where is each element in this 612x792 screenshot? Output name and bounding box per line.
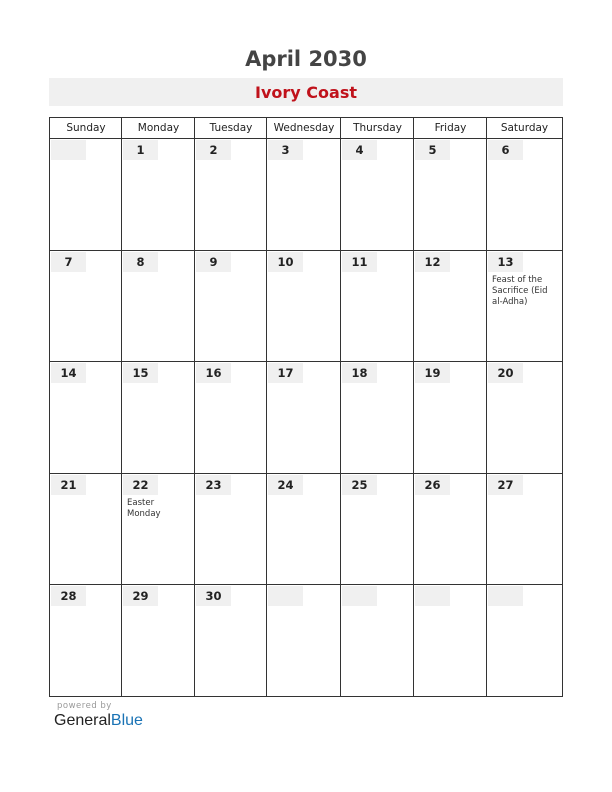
day-number: 24 (277, 478, 294, 492)
day-cell[interactable] (414, 139, 486, 250)
day-number: 16 (205, 366, 222, 380)
day-number: 26 (424, 478, 441, 492)
day-cell[interactable] (195, 139, 266, 250)
day-cell[interactable] (195, 362, 266, 473)
day-number: 13 (497, 255, 514, 269)
weekday-header-monday: Monday (122, 118, 195, 139)
day-number (342, 586, 377, 606)
day-cell[interactable] (50, 585, 121, 695)
day-number: 2 (209, 143, 218, 157)
day-number (488, 586, 523, 606)
day-number: 20 (497, 366, 514, 380)
day-number: 27 (497, 478, 514, 492)
day-cell[interactable] (122, 251, 194, 361)
day-cell[interactable] (267, 362, 340, 473)
day-number: 6 (501, 143, 510, 157)
day-number: 12 (424, 255, 441, 269)
day-cell[interactable] (267, 251, 340, 361)
generalblue-logo[interactable] (54, 712, 143, 730)
day-cell[interactable] (341, 362, 413, 473)
weekday-header-tuesday: Tuesday (195, 118, 267, 139)
day-cell[interactable] (341, 251, 413, 361)
day-cell[interactable] (267, 474, 340, 584)
day-cell[interactable] (122, 139, 194, 250)
day-number: 23 (205, 478, 222, 492)
day-cell[interactable] (487, 585, 561, 695)
weekday-header-friday: Friday (414, 118, 487, 139)
country-banner (49, 78, 563, 106)
day-number: 1 (136, 143, 145, 157)
calendar-title: April 2030 (245, 47, 367, 71)
day-number: 4 (355, 143, 364, 157)
day-number: 15 (132, 366, 149, 380)
holiday-label: Feast of the Sacrifice (Eid al-Adha) (492, 275, 548, 307)
day-cell[interactable] (50, 139, 121, 250)
day-number: 5 (428, 143, 437, 157)
weekday-header-thursday: Thursday (341, 118, 414, 139)
day-number: 11 (351, 255, 368, 269)
calendar-grid (49, 117, 563, 697)
day-cell[interactable] (341, 139, 413, 250)
day-cell[interactable] (50, 362, 121, 473)
day-cell[interactable] (487, 474, 561, 584)
day-cell[interactable] (341, 585, 413, 695)
day-number: 25 (351, 478, 368, 492)
day-number: 28 (60, 589, 77, 603)
day-cell[interactable] (195, 474, 266, 584)
holiday-label: Easter Monday (127, 498, 161, 519)
day-cell[interactable] (267, 585, 340, 695)
day-cell[interactable] (487, 362, 561, 473)
day-cell[interactable] (50, 251, 121, 361)
country-name: Ivory Coast (255, 83, 357, 102)
day-number: 8 (136, 255, 145, 269)
day-cell[interactable] (267, 139, 340, 250)
weekday-header-wednesday: Wednesday (267, 118, 341, 139)
brand-blue-text: Blue (110, 712, 143, 729)
day-number: 30 (205, 589, 222, 603)
brand-general-text: General (54, 712, 111, 729)
day-cell[interactable] (414, 251, 486, 361)
day-cell[interactable] (487, 139, 561, 250)
day-number (51, 140, 86, 160)
day-number: 22 (132, 478, 149, 492)
day-number: 7 (64, 255, 73, 269)
day-number: 14 (60, 366, 77, 380)
day-number: 17 (277, 366, 294, 380)
day-number: 9 (209, 255, 218, 269)
day-number (268, 586, 303, 606)
day-number: 3 (281, 143, 290, 157)
day-cell[interactable] (122, 362, 194, 473)
day-cell[interactable] (414, 474, 486, 584)
day-cell[interactable] (195, 251, 266, 361)
day-cell[interactable] (414, 362, 486, 473)
day-cell[interactable] (50, 474, 121, 584)
day-cell[interactable] (487, 251, 561, 361)
day-cell[interactable] (341, 474, 413, 584)
day-number: 18 (351, 366, 368, 380)
day-number: 19 (424, 366, 441, 380)
weekday-header-saturday: Saturday (487, 118, 562, 139)
day-number: 21 (60, 478, 77, 492)
day-number: 29 (132, 589, 149, 603)
day-cell[interactable] (414, 585, 486, 695)
day-cell[interactable] (195, 585, 266, 695)
day-cell[interactable] (122, 585, 194, 695)
day-number (415, 586, 450, 606)
day-cell[interactable] (122, 474, 194, 584)
weekday-header-sunday: Sunday (50, 118, 122, 139)
powered-by-text: powered by (57, 701, 112, 711)
day-number: 10 (277, 255, 294, 269)
